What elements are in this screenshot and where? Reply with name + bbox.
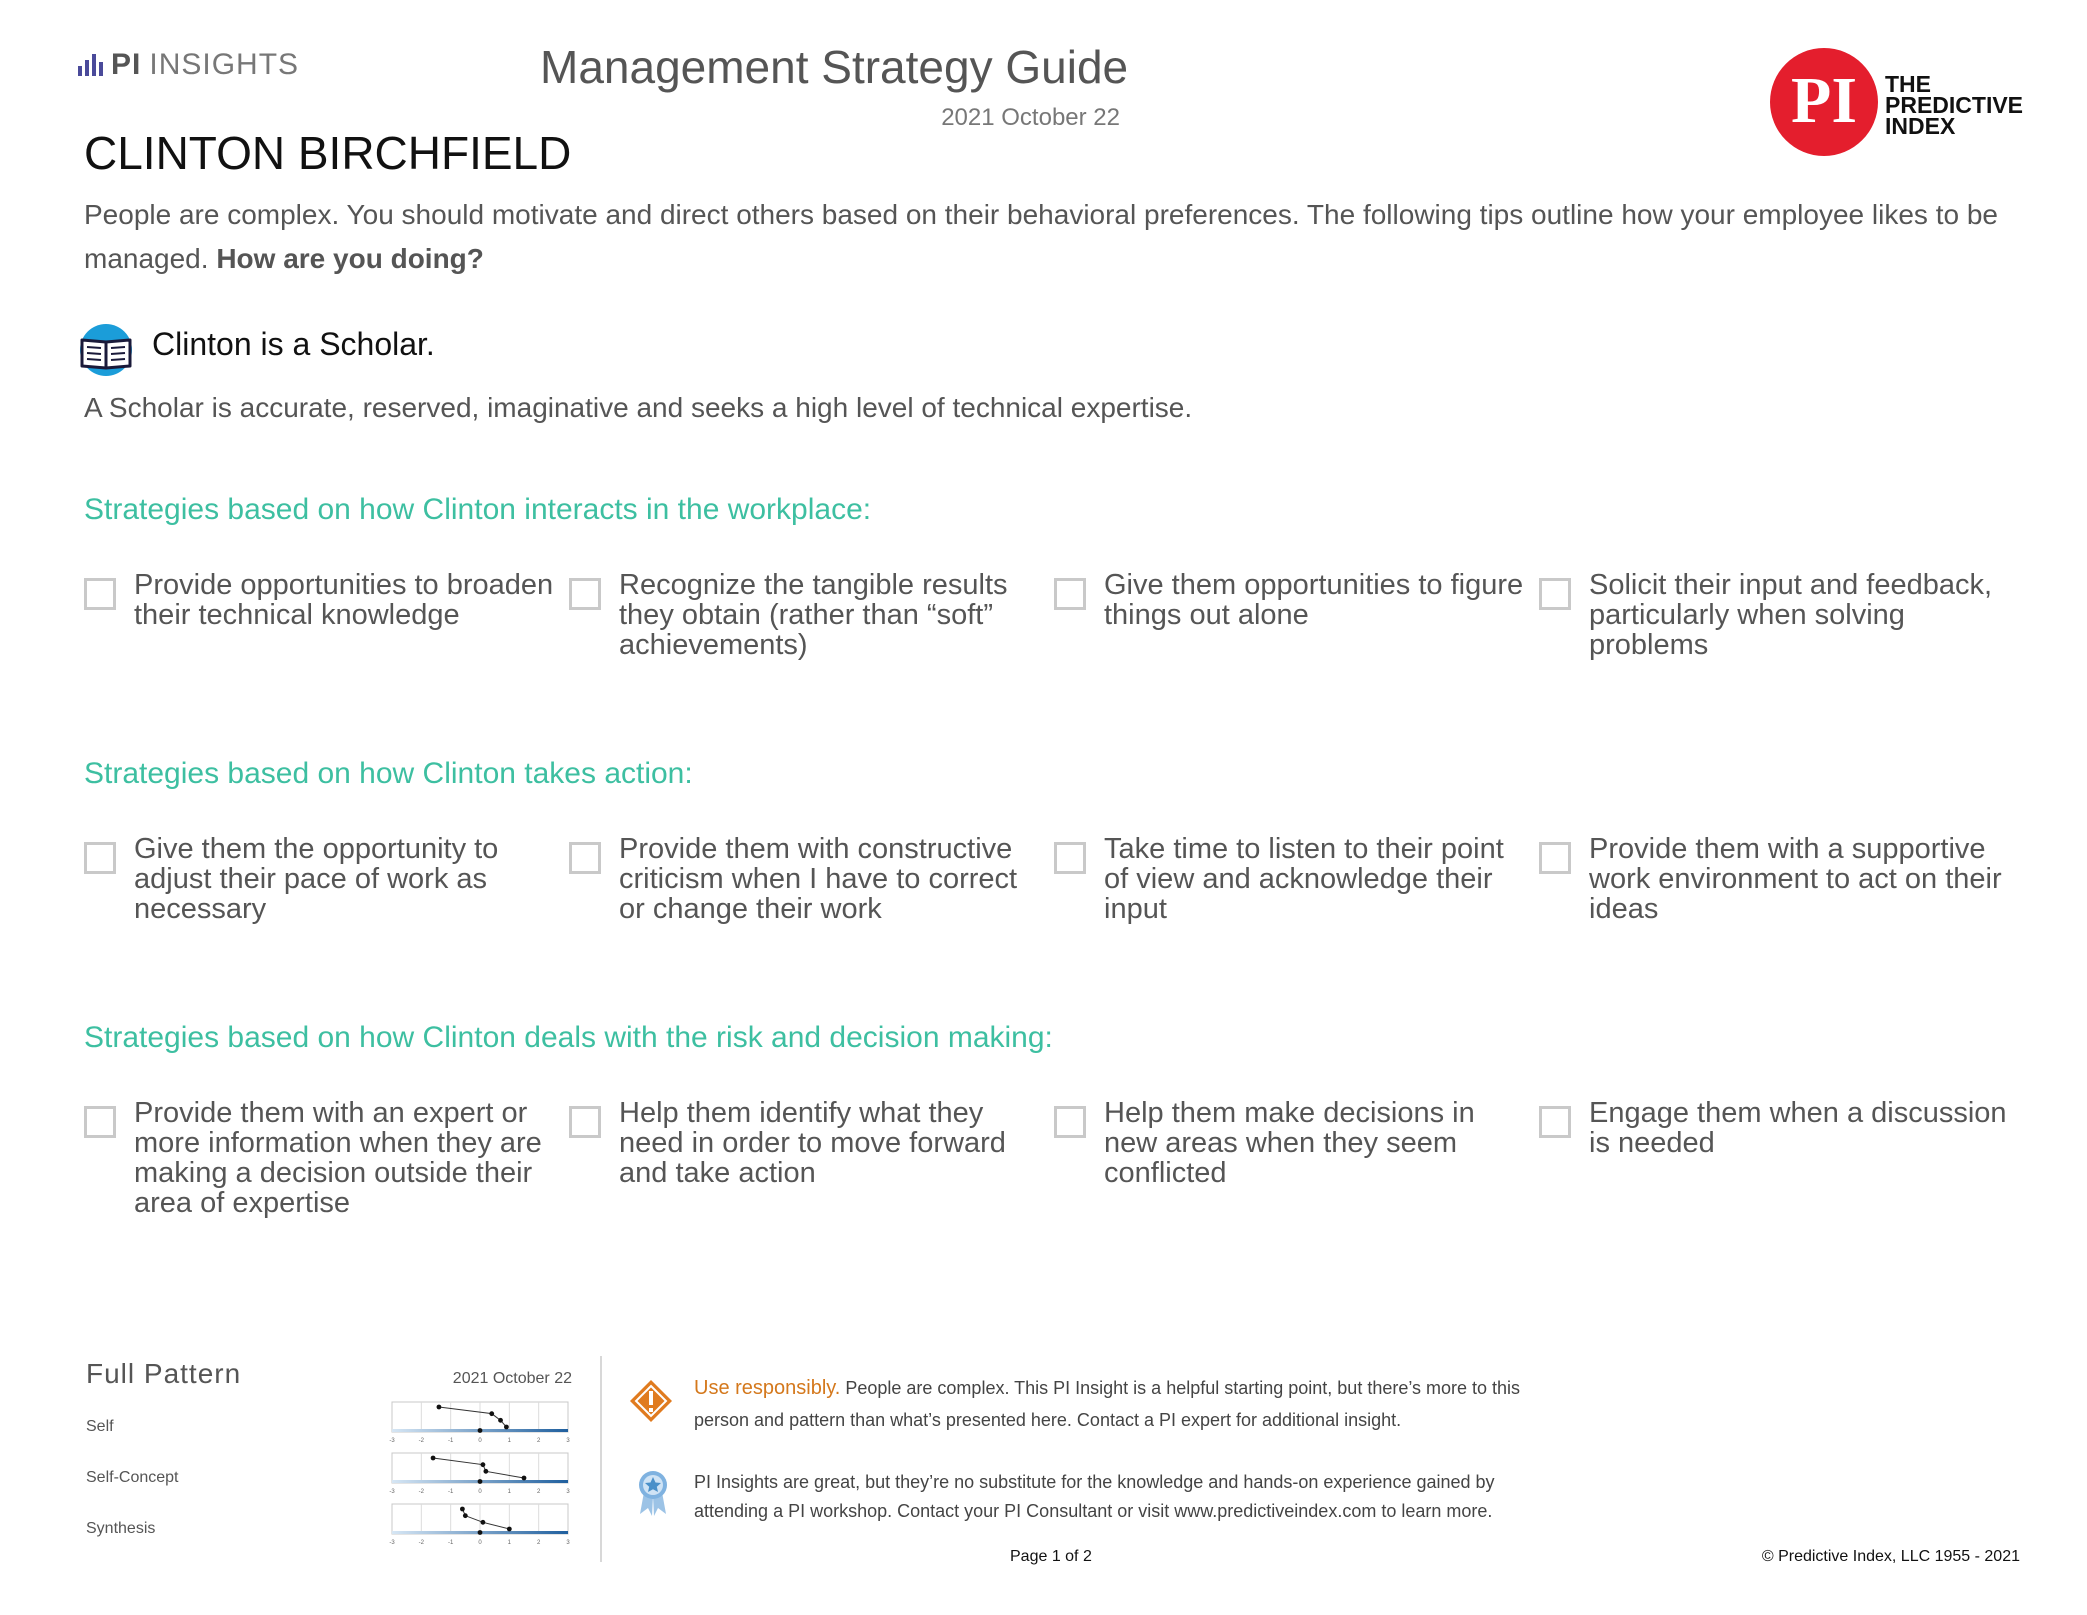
footer-divider: [600, 1356, 602, 1562]
pattern-tick-label: 0: [478, 1489, 482, 1495]
strategy-text: Give them the opportunity to adjust their pace of work as necessary: [134, 833, 499, 925]
profile-title: Clinton is a Scholar.: [152, 326, 435, 362]
strategy-item: [84, 570, 569, 660]
full-pattern-date: 2021 October 22: [452, 1370, 572, 1387]
pattern-label-synthesis: Synthesis: [86, 1520, 156, 1537]
pattern-label-self: Self: [86, 1418, 114, 1435]
intro-paragraph: [84, 193, 2014, 281]
pattern-tick-label: 3: [566, 1489, 570, 1495]
brand-insights: INSIGHTS: [149, 48, 300, 81]
pattern-mid-marker: [478, 1479, 483, 1484]
pattern-point: [498, 1418, 503, 1423]
strategy-item: [1539, 1098, 2024, 1218]
pattern-point: [481, 1520, 486, 1525]
pattern-point: [489, 1411, 494, 1416]
strategy-item: [1054, 834, 1539, 924]
strategy-text: Provide them with constructive criticism when I have to correct or change their work: [619, 833, 1018, 925]
strategy-text: Help them make decisions in new areas when they seem conflicted: [1104, 1097, 1475, 1189]
strategy-checkbox[interactable]: [1054, 842, 1086, 874]
page-number: Page 1 of 2: [1010, 1548, 1092, 1565]
pattern-chart-synthesis: [388, 1502, 572, 1546]
pattern-tick-label: -2: [418, 1438, 425, 1444]
section-title-workplace: Strategies based on how Clinton interacts in the workplace:: [84, 493, 872, 526]
profile-description: A Scholar is accurate, reserved, imaginative and seeks a high level of technical expertise.: [84, 392, 1193, 423]
intro-text: People are complex. You should motivate and direct others based on their behavioral preferences. The following tips outline how your employee likes to be managed.: [84, 199, 1998, 274]
pattern-tick-label: -1: [447, 1438, 454, 1444]
pattern-tick-label: 2: [536, 1540, 541, 1546]
pattern-tick-label: -2: [418, 1489, 425, 1495]
strategy-text: Give them opportunities to figure things out alone: [1104, 569, 1524, 631]
pattern-tick-label: 1: [507, 1438, 512, 1444]
pattern-chart-self-concept: [388, 1451, 572, 1495]
pattern-chart-self: [388, 1400, 572, 1444]
strategy-item: [84, 1098, 569, 1218]
strategy-checkbox[interactable]: [1539, 842, 1571, 874]
pattern-mid-marker: [478, 1428, 483, 1433]
strategy-text: Engage them when a discussion is needed: [1589, 1097, 2007, 1159]
pattern-tick-label: -3: [389, 1540, 395, 1546]
book-icon: [78, 322, 134, 378]
logo-text: THE PREDICTIVE INDEX: [1885, 71, 2024, 139]
strategy-item: [569, 1098, 1054, 1218]
pattern-tick-label: 0: [478, 1438, 482, 1444]
person-name: CLINTON BIRCHFIELD: [84, 127, 572, 179]
strategy-item: [84, 834, 569, 924]
pattern-tick-label: -1: [447, 1489, 454, 1495]
award-ribbon-icon: [636, 1470, 670, 1516]
strategy-item: [569, 834, 1054, 924]
pattern-tick-label: 1: [507, 1540, 512, 1546]
page-title: Management Strategy Guide: [540, 41, 1129, 93]
strategy-checkbox[interactable]: [1539, 578, 1571, 610]
strategy-item: [1539, 570, 2024, 660]
pattern-tick-label: -1: [447, 1540, 454, 1546]
strategy-item: [569, 570, 1054, 660]
section-title-action: Strategies based on how Clinton takes action:: [84, 757, 693, 790]
strategy-row-workplace: [84, 570, 2024, 660]
pattern-point: [437, 1405, 442, 1410]
strategy-checkbox[interactable]: [84, 842, 116, 874]
strategy-text: Solicit their input and feedback, particularly when solving problems: [1589, 569, 1993, 661]
warning-diamond-icon: [628, 1378, 674, 1424]
pattern-mid-marker: [478, 1530, 483, 1535]
strategy-row-decision: [84, 1098, 2024, 1218]
workshop-notice: PI Insights are great, but they’re no substitute for the knowledge and hands-on experience gained by attending a PI workshop. Contact your PI Consultant or visit www.predictiveindex.com to learn more.: [694, 1472, 1495, 1521]
strategy-text: Provide them with a supportive work environment to act on their ideas: [1589, 833, 2002, 925]
pattern-point: [463, 1513, 468, 1518]
pattern-point: [481, 1462, 486, 1467]
logo-mark: PI: [1770, 48, 1878, 156]
pattern-point: [460, 1507, 465, 1512]
strategy-checkbox[interactable]: [569, 842, 601, 874]
strategy-text: Provide opportunities to broaden their technical knowledge: [134, 569, 554, 631]
strategy-item: [1054, 570, 1539, 660]
strategy-text: Help them identify what they need in order to move forward and take action: [619, 1097, 1006, 1189]
copyright: © Predictive Index, LLC 1955 - 2021: [1761, 1548, 2020, 1565]
pattern-tick-label: -3: [389, 1489, 395, 1495]
strategy-checkbox[interactable]: [84, 578, 116, 610]
pattern-label-self-concept: Self-Concept: [86, 1469, 179, 1486]
strategy-checkbox[interactable]: [569, 1106, 601, 1138]
strategy-checkbox[interactable]: [1539, 1106, 1571, 1138]
strategy-checkbox[interactable]: [1054, 1106, 1086, 1138]
report-date: 2021 October 22: [941, 104, 1120, 131]
intro-emphasis: How are you doing?: [216, 243, 484, 274]
strategy-text: Take time to listen to their point of view and acknowledge their input: [1104, 833, 1504, 925]
section-title-decision: Strategies based on how Clinton deals with the risk and decision making:: [84, 1021, 1053, 1054]
warn-body: People are complex. This PI Insight is a helpful starting point, but there’s more to this person and pattern than what’s presented here. Contact a PI expert for additional insight.: [694, 1378, 1521, 1430]
strategy-row-action: [84, 834, 2024, 924]
pattern-tick-label: 0: [478, 1540, 482, 1546]
pattern-tick-label: -2: [418, 1540, 425, 1546]
pattern-point: [507, 1527, 512, 1532]
strategy-checkbox[interactable]: [1054, 578, 1086, 610]
strategy-text: Provide them with an expert or more information when they are making a decision outside their area of expertise: [134, 1097, 542, 1219]
use-responsibly-notice: [694, 1372, 1544, 1436]
pattern-point: [504, 1425, 509, 1430]
strategy-item: [1539, 834, 2024, 924]
brand-pi: PI: [111, 48, 142, 81]
strategy-checkbox[interactable]: [84, 1106, 116, 1138]
strategy-item: [1054, 1098, 1539, 1218]
pattern-point: [431, 1456, 436, 1461]
strategy-checkbox[interactable]: [569, 578, 601, 610]
strategy-text: Recognize the tangible results they obtain (rather than “soft” achievements): [619, 569, 1008, 661]
predictive-index-logo: [1770, 48, 2040, 160]
bar-chart-icon: [78, 54, 103, 76]
warn-highlight: Use responsibly.: [694, 1377, 841, 1399]
full-pattern-title: Full Pattern: [86, 1358, 242, 1389]
pattern-tick-label: -3: [389, 1438, 395, 1444]
pattern-tick-label: 2: [536, 1489, 541, 1495]
pattern-tick-label: 3: [566, 1438, 570, 1444]
pattern-tick-label: 2: [536, 1438, 541, 1444]
pattern-point: [483, 1469, 488, 1474]
brand-logo: [78, 48, 299, 82]
pattern-point: [522, 1476, 527, 1481]
pattern-tick-label: 3: [566, 1540, 570, 1546]
pattern-tick-label: 1: [507, 1489, 512, 1495]
